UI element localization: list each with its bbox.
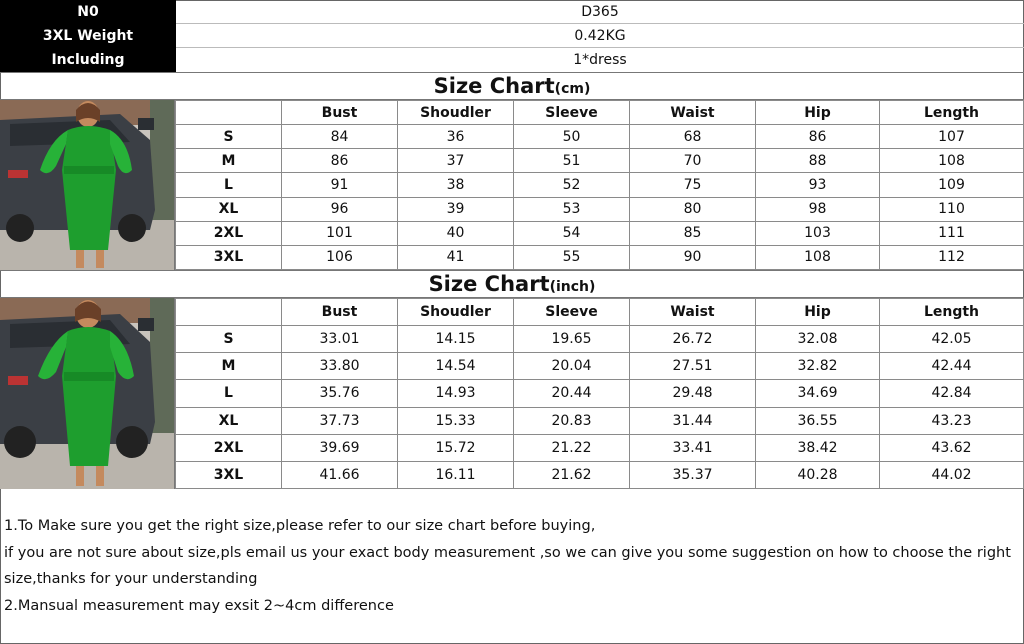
table-row: [176, 197, 1024, 221]
table-cell: 21.62: [514, 461, 630, 488]
size-label: 2XL: [176, 221, 282, 245]
table-cell: 106: [282, 245, 398, 269]
column-header: Waist: [630, 299, 756, 326]
size-label: S: [176, 326, 282, 353]
size-label: 3XL: [176, 245, 282, 269]
header-value: 0.42KG: [176, 24, 1024, 48]
column-header: Bust: [282, 299, 398, 326]
table-cell: 88: [756, 149, 880, 173]
table-row: [176, 221, 1024, 245]
table-row: [176, 353, 1024, 380]
table-cell: 86: [282, 149, 398, 173]
table-cell: 20.83: [514, 407, 630, 434]
table-cell: 41: [398, 245, 514, 269]
table-cell: 42.05: [880, 326, 1024, 353]
column-header: Bust: [282, 101, 398, 125]
table-cell: 21.22: [514, 434, 630, 461]
table-header-row: [176, 299, 1024, 326]
table-cell: 33.80: [282, 353, 398, 380]
table-cell: 39.69: [282, 434, 398, 461]
table-cell: 90: [630, 245, 756, 269]
table-cell: 37.73: [282, 407, 398, 434]
table-cell: 32.08: [756, 326, 880, 353]
table-cell: 31.44: [630, 407, 756, 434]
column-header: Shoudler: [398, 101, 514, 125]
table-cell: 52: [514, 173, 630, 197]
note-line: 1.To Make sure you get the right size,please refer to our size chart before buying,: [4, 518, 596, 534]
note-line: if you are not sure about size,pls email us your exact body measurement ,so we can give you some suggestion on how to choose the right size,thanks for your understanding: [4, 544, 1011, 587]
size-label: XL: [176, 197, 282, 221]
table-cell: 98: [756, 197, 880, 221]
size-notes: [4, 513, 1018, 619]
size-label: 3XL: [176, 461, 282, 488]
column-header: Length: [880, 299, 1024, 326]
table-cell: 109: [880, 173, 1024, 197]
table-cell: 51: [514, 149, 630, 173]
table-row: [176, 245, 1024, 269]
table-cell: 27.51: [630, 353, 756, 380]
table-cell: 33.01: [282, 326, 398, 353]
size-label: M: [176, 353, 282, 380]
table-cell: 15.72: [398, 434, 514, 461]
table-cell: 19.65: [514, 326, 630, 353]
table-row: [176, 149, 1024, 173]
table-cell: 108: [756, 245, 880, 269]
table-cell: 42.44: [880, 353, 1024, 380]
table-cell: 39: [398, 197, 514, 221]
column-header: Length: [880, 101, 1024, 125]
table-cell: 70: [630, 149, 756, 173]
header-key: Including: [0, 48, 176, 72]
table-cell: 37: [398, 149, 514, 173]
size-label: XL: [176, 407, 282, 434]
header-value: D365: [176, 0, 1024, 24]
header-row-including: [0, 48, 1024, 72]
table-cell: 44.02: [880, 461, 1024, 488]
table-row: [176, 173, 1024, 197]
table-cell: 111: [880, 221, 1024, 245]
table-row: [176, 434, 1024, 461]
table-cell: 93: [756, 173, 880, 197]
table-cell: 38: [398, 173, 514, 197]
table-cell: 112: [880, 245, 1024, 269]
table-cell: 15.33: [398, 407, 514, 434]
table-cell: 110: [880, 197, 1024, 221]
column-header: Hip: [756, 299, 880, 326]
table-cell: 42.84: [880, 380, 1024, 407]
table-cell: 34.69: [756, 380, 880, 407]
table-header-row: [176, 101, 1024, 125]
header-row-number: [0, 0, 1024, 24]
corner-cell: [176, 299, 282, 326]
table-cell: 43.23: [880, 407, 1024, 434]
table-cell: 35.37: [630, 461, 756, 488]
table-row: [176, 326, 1024, 353]
table-cell: 14.54: [398, 353, 514, 380]
table-cell: 80: [630, 197, 756, 221]
table-cell: 50: [514, 125, 630, 149]
table-cell: 20.04: [514, 353, 630, 380]
chart-title-text: Size Chart: [433, 74, 555, 98]
table-cell: 86: [756, 125, 880, 149]
table-cell: 68: [630, 125, 756, 149]
chart-unit: (inch): [549, 279, 596, 295]
chart-unit: (cm): [554, 81, 591, 97]
table-cell: 38.42: [756, 434, 880, 461]
header-key: 3XL Weight: [0, 24, 176, 48]
table-row: [176, 380, 1024, 407]
corner-cell: [176, 101, 282, 125]
note-line: 2.Mansual measurement may exsit 2~4cm difference: [4, 597, 394, 614]
table-cell: 26.72: [630, 326, 756, 353]
size-label: M: [176, 149, 282, 173]
table-cell: 41.66: [282, 461, 398, 488]
size-table-inch: [175, 298, 1024, 489]
size-table-cm: [175, 100, 1024, 270]
table-cell: 14.93: [398, 380, 514, 407]
table-row: [176, 407, 1024, 434]
table-cell: 36: [398, 125, 514, 149]
column-header: Sleeve: [514, 101, 630, 125]
column-header: Waist: [630, 101, 756, 125]
table-cell: 75: [630, 173, 756, 197]
column-header: Sleeve: [514, 299, 630, 326]
table-cell: 91: [282, 173, 398, 197]
table-cell: 107: [880, 125, 1024, 149]
cm-chart-title: [0, 72, 1024, 100]
size-label: S: [176, 125, 282, 149]
table-cell: 96: [282, 197, 398, 221]
column-header: Hip: [756, 101, 880, 125]
table-cell: 85: [630, 221, 756, 245]
table-cell: 84: [282, 125, 398, 149]
header-row-weight: [0, 24, 1024, 48]
inch-chart-title: [0, 270, 1024, 298]
table-cell: 103: [756, 221, 880, 245]
table-cell: 43.62: [880, 434, 1024, 461]
table-cell: 55: [514, 245, 630, 269]
size-label: L: [176, 380, 282, 407]
table-cell: 40.28: [756, 461, 880, 488]
table-cell: 20.44: [514, 380, 630, 407]
size-label: L: [176, 173, 282, 197]
table-cell: 54: [514, 221, 630, 245]
product-photo-cm: [0, 100, 175, 270]
table-cell: 40: [398, 221, 514, 245]
table-cell: 35.76: [282, 380, 398, 407]
table-cell: 29.48: [630, 380, 756, 407]
table-cell: 16.11: [398, 461, 514, 488]
table-row: [176, 125, 1024, 149]
table-cell: 53: [514, 197, 630, 221]
table-row: [176, 461, 1024, 488]
size-label: 2XL: [176, 434, 282, 461]
table-cell: 32.82: [756, 353, 880, 380]
product-photo-inch: [0, 298, 175, 489]
header-key: N0: [0, 0, 176, 24]
table-cell: 33.41: [630, 434, 756, 461]
header-value: 1*dress: [573, 52, 627, 68]
table-cell: 101: [282, 221, 398, 245]
table-cell: 108: [880, 149, 1024, 173]
column-header: Shoudler: [398, 299, 514, 326]
table-cell: 36.55: [756, 407, 880, 434]
table-cell: 14.15: [398, 326, 514, 353]
chart-title-text: Size Chart: [428, 272, 550, 296]
